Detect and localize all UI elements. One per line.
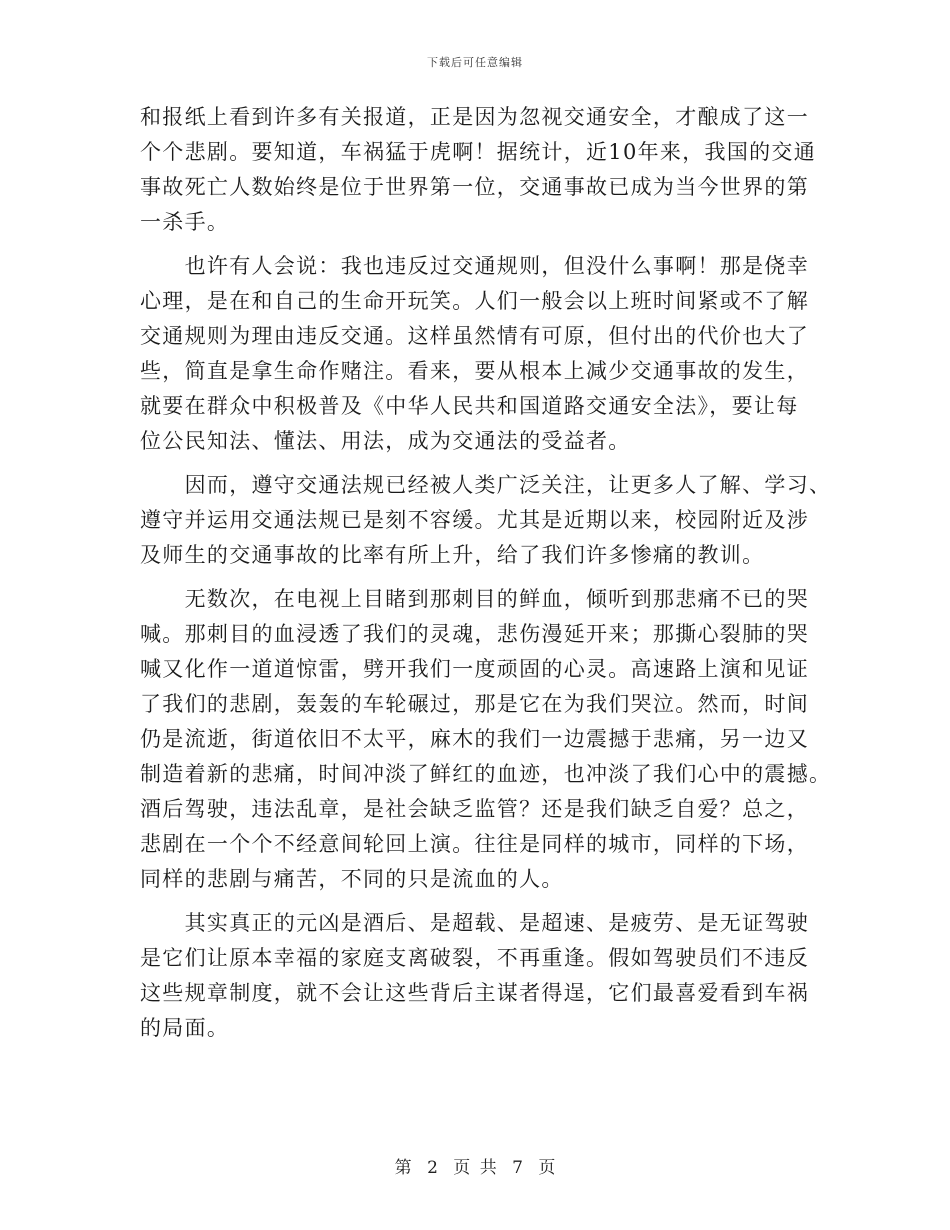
- text-line: 无数次，在电视上目睹到那刺目的鲜血，倾听到那悲痛不已的哭: [140, 587, 809, 611]
- text-line: 其实真正的元凶是酒后、是超载、是超速、是疲劳、是无证驾驶: [140, 911, 809, 935]
- text-line: 事故死亡人数始终是位于世界第一位，交通事故已成为当今世界的第: [140, 175, 809, 199]
- text-line: 就要在群众中积极普及《中华人民共和国道路交通安全法》，要让每: [140, 394, 799, 418]
- text-line: 和报纸上看到许多有关报道，正是因为忽视交通安全，才酿成了这一: [140, 105, 809, 129]
- text-line: 一杀手。: [140, 210, 230, 234]
- total-pages: 7: [512, 1158, 523, 1178]
- text-line: 同样的悲剧与痛苦，不同的只是流血的人。: [140, 867, 564, 891]
- page-number: [0, 1153, 950, 1178]
- current-page: 2: [427, 1158, 438, 1178]
- text-line: 心理，是在和自己的生命开玩笑。人们一般会以上班时间紧或不了解: [140, 289, 809, 313]
- text-line: 位公民知法、懂法、用法，成为交通法的受益者。: [140, 429, 631, 453]
- paragraph: [140, 468, 832, 573]
- text-line: 遵守并运用交通法规已是刻不容缓。尤其是近期以来，校园附近及涉: [140, 508, 809, 532]
- text-line: 酒后驾驶，违法乱章，是社会缺乏监管？还是我们缺乏自爱？总之，: [140, 797, 809, 821]
- paragraph: [140, 906, 809, 1046]
- text-line: 及师生的交通事故的比率有所上升，给了我们许多惨痛的教训。: [140, 543, 765, 567]
- text-line: 些，简直是拿生命作赌注。看来，要从根本上减少交通事故的发生，: [140, 359, 809, 383]
- text-line: 喊又化作一道道惊雷，劈开我们一度顽固的心灵。高速路上演和见证: [140, 657, 809, 681]
- page-number-middle: 页 共: [453, 1158, 497, 1178]
- text-line: 这些规章制度，就不会让这些背后主谋者得逞，它们最喜爱看到车祸: [140, 981, 809, 1005]
- text-line: 是它们让原本幸福的家庭支离破裂，不再重逢。假如驾驶员们不违反: [140, 946, 809, 970]
- page-header: [0, 54, 950, 70]
- header-note: 下载后可任意编辑: [427, 56, 523, 69]
- text-line: 了我们的悲剧，轰轰的车轮碾过，那是它在为我们哭泣。然而，时间: [140, 692, 809, 716]
- page-number-suffix: 页: [538, 1158, 556, 1178]
- text-line: 仍是流逝，街道依旧不太平，麻木的我们一边震撼于悲痛，另一边又: [140, 727, 809, 751]
- text-line: 也许有人会说：我也违反过交通规则，但没什么事啊！那是侥幸: [140, 254, 809, 278]
- text-line: 喊。那刺目的血浸透了我们的灵魂，悲伤漫延开来；那撕心裂肺的哭: [140, 622, 809, 646]
- page-number-prefix: 第: [394, 1158, 412, 1178]
- text-line: 因而，遵守交通法规已经被人类广泛关注，让更多人了解、学习、: [140, 473, 832, 497]
- text-line: 的局面。: [140, 1016, 230, 1040]
- text-line: 制造着新的悲痛，时间冲淡了鲜红的血迹，也冲淡了我们心中的震撼。: [140, 762, 832, 786]
- document-body: [140, 100, 832, 1046]
- paragraph: [140, 582, 832, 897]
- text-line: 个个悲剧。要知道，车祸猛于虎啊！据统计，近10年来，我国的交通: [140, 140, 817, 164]
- text-line: 悲剧在一个个不经意间轮回上演。往往是同样的城市，同样的下场，: [140, 832, 809, 856]
- paragraph: [140, 100, 817, 240]
- text-line: 交通规则为理由违反交通。这样虽然情有可原，但付出的代价也大了: [140, 324, 809, 348]
- paragraph: [140, 249, 809, 459]
